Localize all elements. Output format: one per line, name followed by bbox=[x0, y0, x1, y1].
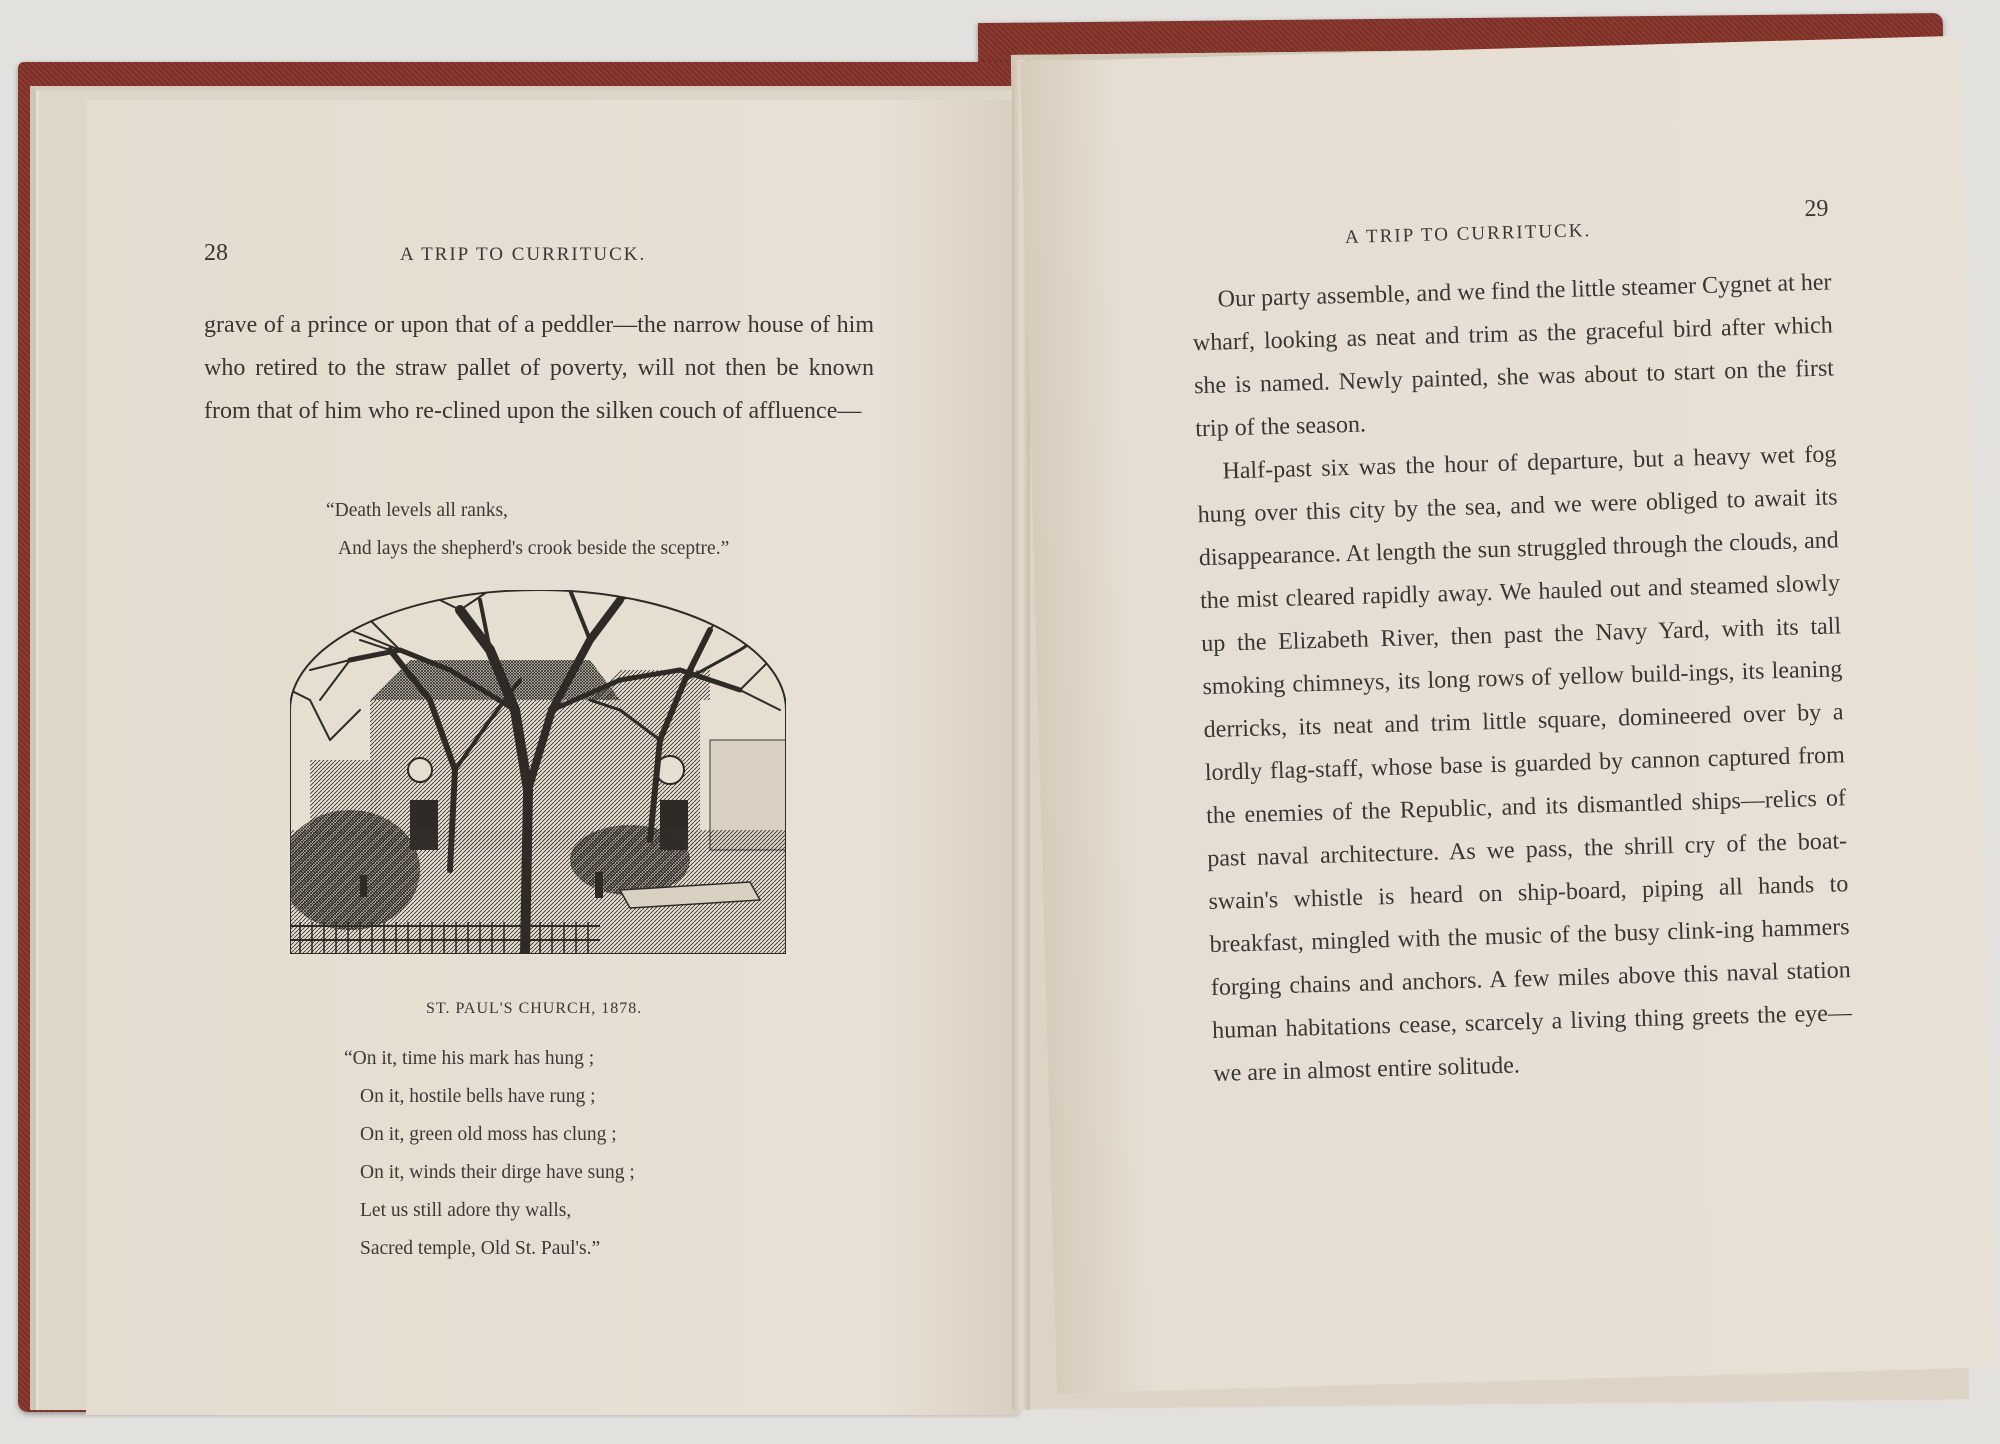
epigraph-line: And lays the shepherd's crook beside the sceptre.” bbox=[338, 538, 730, 559]
poem-line: On it, green old moss has clung ; bbox=[360, 1124, 617, 1145]
poem-line: “On it, time his mark has hung ; bbox=[344, 1048, 595, 1069]
epigraph-line: “Death levels all ranks, bbox=[326, 500, 508, 521]
paragraph: Half-past six was the hour of departure, but a heavy wet fog hung over this city by the sea, and we were obliged to await its disappearance. At length the sun struggled through the clouds, and the mist cleared rapidly away. We hauled out and steamed slowly up the Elizabeth River, then past the Navy Yard, with its tall smoking chimneys, its long rows of yellow build-ings, its leaning derricks, its neat and trim little square, domineered over by a lordly flag-staff, whose base is guarded by cannon captured from the enemies of the Republic, and its dismantled ships—relics of past naval architecture. As we pass, the shrill cry of the boat-swain's whistle is heard on ship-board, piping all hands to breakfast, mingled with the music of the busy clink-ing hammers forging chains and anchors. A few miles above this naval station human habitations cease, scarcely a living thing greets the eye—we are in almost entire solitude. bbox=[1197, 441, 1853, 1087]
page-number-right: 29 bbox=[1804, 195, 1829, 223]
right-page-text bbox=[1191, 261, 1854, 1096]
left-page-text bbox=[204, 304, 874, 433]
poem bbox=[344, 1040, 635, 1268]
running-head-left: A TRIP TO CURRITUCK. bbox=[400, 244, 647, 265]
poem-line: Sacred temple, Old St. Paul's.” bbox=[360, 1238, 601, 1259]
poem-line: On it, winds their dirge have sung ; bbox=[360, 1162, 635, 1183]
page-number-left: 28 bbox=[204, 240, 228, 266]
illustration-caption: ST. PAUL'S CHURCH, 1878. bbox=[426, 1000, 643, 1017]
church-engraving bbox=[290, 590, 786, 954]
left-page bbox=[86, 100, 1020, 1415]
paragraph: Our party assemble, and we find the little steamer Cygnet at her wharf, looking as neat and trim as the graceful bird after which she is named. Newly painted, she was about to start on the first trip of the season. bbox=[1192, 269, 1835, 443]
paragraph: grave of a prince or upon that of a peddler—the narrow house of him who retired to the straw pallet of poverty, will not then be known from that of him who re-clined upon the silken couch of affluence— bbox=[204, 312, 874, 424]
right-page bbox=[1020, 36, 1997, 1394]
poem-line: Let us still adore thy walls, bbox=[360, 1200, 572, 1221]
epigraph bbox=[326, 492, 729, 568]
running-head-right: A TRIP TO CURRITUCK. bbox=[1344, 220, 1592, 248]
poem-line: On it, hostile bells have rung ; bbox=[360, 1086, 596, 1107]
